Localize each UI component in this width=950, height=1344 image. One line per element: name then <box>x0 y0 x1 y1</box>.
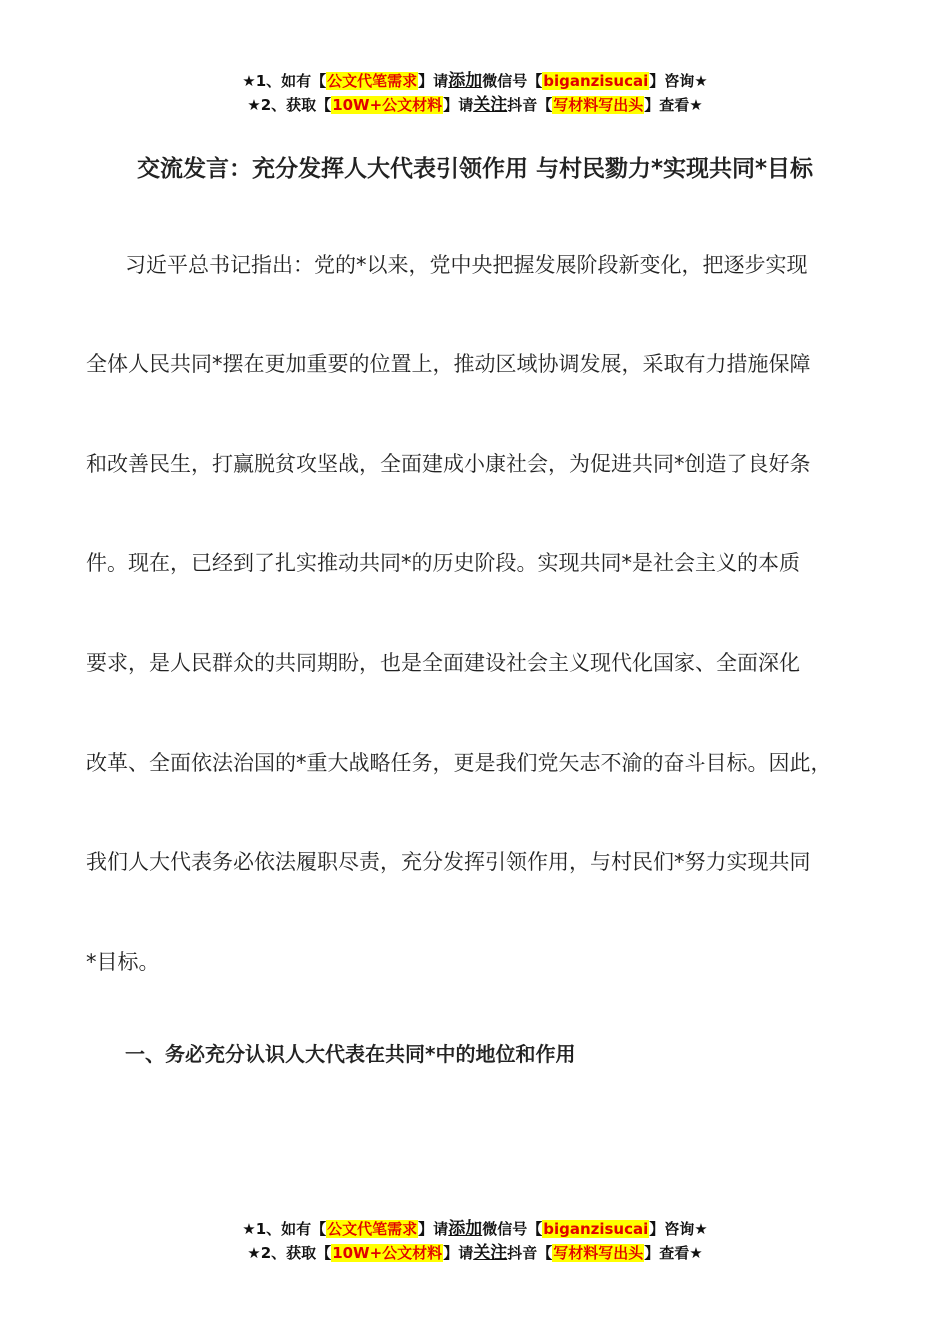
paragraph-line: *目标。 <box>86 950 160 974</box>
paragraph-line: 习近平总书记指出：党的*以来，党中央把握发展阶段新变化，把逐步实现 <box>125 253 808 277</box>
promo-banner-top <box>0 69 950 117</box>
promo-wechat-id: biganzisucai <box>543 72 649 90</box>
promo-highlight: 公文代笔需求 <box>327 1220 418 1238</box>
promo-highlight: 公文代笔需求 <box>327 72 418 90</box>
promo-banner-bottom <box>0 1217 950 1265</box>
promo-emphasis: 添加 <box>448 71 483 91</box>
paragraph-line: 我们人大代表务必依法履职尽责，充分发挥引领作用，与村民们*努力实现共同 <box>86 850 811 874</box>
promo-line-1: ★1、如有【公文代笔需求】请添加微信号【biganzisucai】咨询★ <box>242 71 708 91</box>
promo-line-2: ★2、获取【10W+公文材料】请关注抖音【写材料写出头】查看★ <box>247 95 703 115</box>
promo-emphasis: 添加 <box>448 1219 483 1239</box>
paragraph-line: 改革、全面依法治国的*重大战略任务，更是我们党矢志不渝的奋斗目标。因此， <box>86 751 832 775</box>
promo-line-1: ★1、如有【公文代笔需求】请添加微信号【biganzisucai】咨询★ <box>242 1219 708 1239</box>
promo-emphasis: 关注 <box>473 95 508 115</box>
promo-douyin-id: 写材料写出头 <box>553 96 644 114</box>
promo-douyin-id: 写材料写出头 <box>553 1244 644 1262</box>
paragraph-line: 和改善民生，打赢脱贫攻坚战，全面建成小康社会，为促进共同*创造了良好条 <box>86 452 811 476</box>
document-title: 交流发言：充分发挥人大代表引领作用 与村民勠力*实现共同*目标 <box>136 156 814 182</box>
promo-line-2: ★2、获取【10W+公文材料】请关注抖音【写材料写出头】查看★ <box>247 1243 703 1263</box>
paragraph-line: 件。现在，已经到了扎实推动共同*的历史阶段。实现共同*是社会主义的本质 <box>86 551 800 575</box>
promo-wechat-id: biganzisucai <box>543 1220 649 1238</box>
promo-emphasis: 关注 <box>473 1243 508 1263</box>
paragraph-line: 全体人民共同*摆在更加重要的位置上，推动区域协调发展，采取有力措施保障 <box>86 352 811 376</box>
promo-highlight: 10W+公文材料 <box>332 1244 443 1262</box>
section-heading: 一、务必充分认识人大代表在共同*中的地位和作用 <box>125 1042 576 1066</box>
promo-highlight: 10W+公文材料 <box>332 96 443 114</box>
paragraph-line: 要求，是人民群众的共同期盼，也是全面建设社会主义现代化国家、全面深化 <box>86 651 800 675</box>
